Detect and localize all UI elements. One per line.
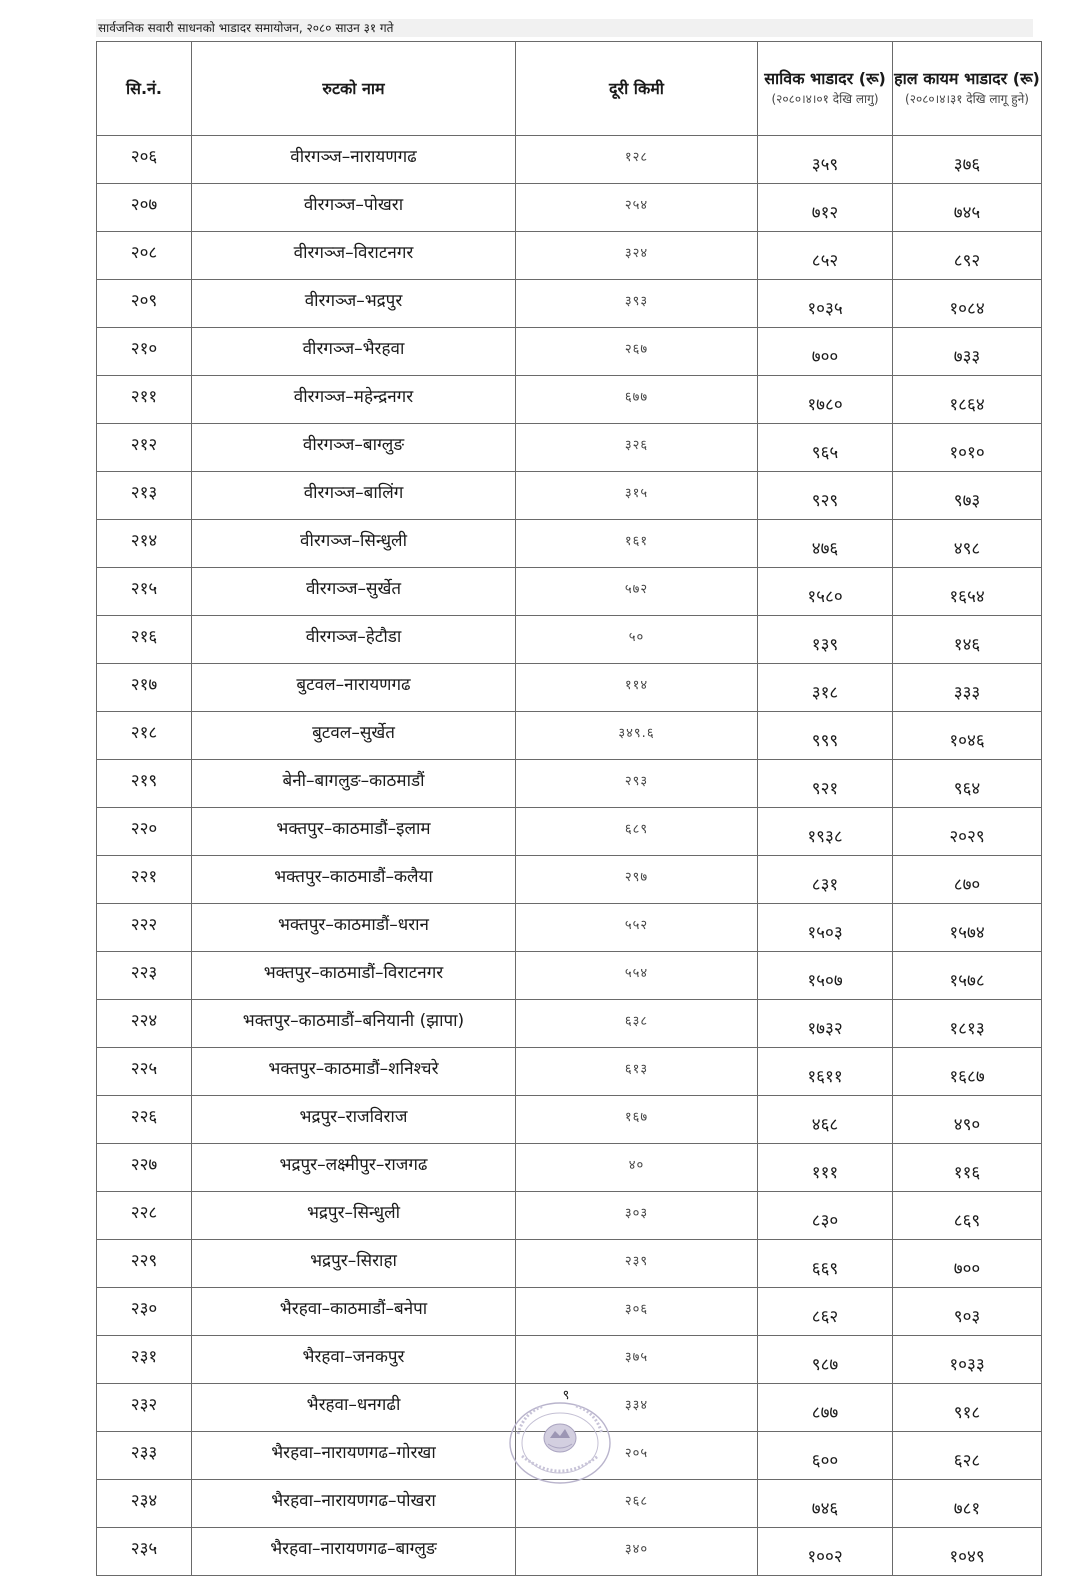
- table-row: [97, 1288, 1042, 1336]
- cell-route: बुटवल–सुर्खेत: [192, 712, 516, 760]
- cell-old-fare: १११: [758, 1144, 893, 1192]
- cell-old-fare: ४७६: [758, 520, 893, 568]
- page-number: ९: [562, 1388, 570, 1403]
- cell-sn: २२१: [97, 856, 192, 904]
- cell-route: भैरहवा–नारायणगढ–पोखरा: [192, 1480, 516, 1528]
- table-row: [97, 136, 1042, 184]
- cell-old-fare: १७८०: [758, 376, 893, 424]
- cell-distance: ४०: [516, 1144, 758, 1192]
- cell-distance: ३०३: [516, 1192, 758, 1240]
- cell-route: वीरगञ्ज–बाग्लुङ: [192, 424, 516, 472]
- cell-current-fare: १०४९: [893, 1528, 1042, 1576]
- cell-sn: २३५: [97, 1528, 192, 1576]
- current-fare-title: हाल कायम भाडादर (रू): [894, 69, 1040, 88]
- cell-sn: २३४: [97, 1480, 192, 1528]
- cell-distance: ५७२: [516, 568, 758, 616]
- cell-route: वीरगञ्ज–बालिंग: [192, 472, 516, 520]
- fare-table: [96, 41, 1042, 1576]
- cell-distance: १६१: [516, 520, 758, 568]
- cell-old-fare: ८३०: [758, 1192, 893, 1240]
- cell-distance: २०५: [516, 1432, 758, 1480]
- cell-distance: ५५२: [516, 904, 758, 952]
- cell-route: वीरगञ्ज–नारायणगढ: [192, 136, 516, 184]
- cell-distance: २९३: [516, 760, 758, 808]
- cell-route: भद्रपुर–सिन्धुली: [192, 1192, 516, 1240]
- old-fare-title: साविक भाडादर (रू): [764, 69, 886, 88]
- cell-old-fare: ४६८: [758, 1096, 893, 1144]
- cell-sn: २२०: [97, 808, 192, 856]
- table-row: [97, 1048, 1042, 1096]
- table-row: [97, 1240, 1042, 1288]
- cell-distance: २६८: [516, 1480, 758, 1528]
- cell-current-fare: १०३३: [893, 1336, 1042, 1384]
- cell-old-fare: ९९९: [758, 712, 893, 760]
- col-header-sn: सि.नं.: [97, 42, 192, 136]
- cell-current-fare: ७८१: [893, 1480, 1042, 1528]
- cell-current-fare: ३७६: [893, 136, 1042, 184]
- cell-sn: २१९: [97, 760, 192, 808]
- cell-old-fare: १७३२: [758, 1000, 893, 1048]
- cell-sn: २२८: [97, 1192, 192, 1240]
- cell-sn: २१२: [97, 424, 192, 472]
- cell-distance: २६७: [516, 328, 758, 376]
- cell-current-fare: १८१३: [893, 1000, 1042, 1048]
- cell-route: भद्रपुर–लक्ष्मीपुर–राजगढ: [192, 1144, 516, 1192]
- table-row: [97, 472, 1042, 520]
- cell-old-fare: ७१२: [758, 184, 893, 232]
- cell-old-fare: ८३१: [758, 856, 893, 904]
- cell-sn: २३२: [97, 1384, 192, 1432]
- cell-current-fare: १०४६: [893, 712, 1042, 760]
- cell-route: भैरहवा–काठमाडौं–बनेपा: [192, 1288, 516, 1336]
- cell-distance: ३७५: [516, 1336, 758, 1384]
- cell-current-fare: ६२८: [893, 1432, 1042, 1480]
- cell-route: वीरगञ्ज–सुर्खेत: [192, 568, 516, 616]
- table-row: [97, 760, 1042, 808]
- cell-route: वीरगञ्ज–विराटनगर: [192, 232, 516, 280]
- cell-sn: २२३: [97, 952, 192, 1000]
- cell-sn: २०८: [97, 232, 192, 280]
- cell-old-fare: ९२१: [758, 760, 893, 808]
- cell-old-fare: १००२: [758, 1528, 893, 1576]
- cell-sn: २२९: [97, 1240, 192, 1288]
- table-row: [97, 904, 1042, 952]
- table-row: [97, 856, 1042, 904]
- cell-current-fare: २०२९: [893, 808, 1042, 856]
- cell-distance: ६७७: [516, 376, 758, 424]
- cell-current-fare: ८६९: [893, 1192, 1042, 1240]
- cell-current-fare: ९१८: [893, 1384, 1042, 1432]
- cell-sn: २१३: [97, 472, 192, 520]
- cell-old-fare: ६६९: [758, 1240, 893, 1288]
- cell-current-fare: १०१०: [893, 424, 1042, 472]
- cell-route: वीरगञ्ज–भैरहवा: [192, 328, 516, 376]
- cell-current-fare: ७३३: [893, 328, 1042, 376]
- cell-current-fare: १०८४: [893, 280, 1042, 328]
- cell-current-fare: ८९२: [893, 232, 1042, 280]
- cell-distance: ५०: [516, 616, 758, 664]
- cell-old-fare: ३१८: [758, 664, 893, 712]
- cell-sn: २३०: [97, 1288, 192, 1336]
- cell-route: भद्रपुर–राजविराज: [192, 1096, 516, 1144]
- cell-distance: ३२६: [516, 424, 758, 472]
- cell-sn: २०७: [97, 184, 192, 232]
- cell-current-fare: ९०३: [893, 1288, 1042, 1336]
- cell-sn: २३३: [97, 1432, 192, 1480]
- cell-current-fare: ८७०: [893, 856, 1042, 904]
- cell-sn: २२४: [97, 1000, 192, 1048]
- cell-distance: ३४०: [516, 1528, 758, 1576]
- table-row: [97, 712, 1042, 760]
- table-row: [97, 568, 1042, 616]
- cell-current-fare: १६८७: [893, 1048, 1042, 1096]
- cell-route: भक्तपुर–काठमाडौं–इलाम: [192, 808, 516, 856]
- col-header-current-fare: [893, 42, 1042, 136]
- cell-route: वीरगञ्ज–महेन्द्रनगर: [192, 376, 516, 424]
- table-row: [97, 808, 1042, 856]
- document-header: सार्वजनिक सवारी साधनको भाडादर समायोजन, २०८० साउन ३१ गते: [96, 19, 1033, 37]
- cell-distance: ६३८: [516, 1000, 758, 1048]
- cell-distance: ३४९.६: [516, 712, 758, 760]
- cell-route: भैरहवा–नारायणगढ–बाग्लुङ: [192, 1528, 516, 1576]
- cell-route: भद्रपुर–सिराहा: [192, 1240, 516, 1288]
- table-row: [97, 1096, 1042, 1144]
- table-body: [97, 136, 1042, 1576]
- cell-old-fare: १५०७: [758, 952, 893, 1000]
- cell-sn: २०६: [97, 136, 192, 184]
- cell-old-fare: १६११: [758, 1048, 893, 1096]
- table-row: [97, 328, 1042, 376]
- cell-current-fare: १८६४: [893, 376, 1042, 424]
- cell-route: बुटवल–नारायणगढ: [192, 664, 516, 712]
- cell-sn: २२५: [97, 1048, 192, 1096]
- cell-distance: २५४: [516, 184, 758, 232]
- cell-current-fare: ७००: [893, 1240, 1042, 1288]
- cell-sn: २३१: [97, 1336, 192, 1384]
- cell-current-fare: ७४५: [893, 184, 1042, 232]
- cell-route: भैरहवा–धनगढी: [192, 1384, 516, 1432]
- cell-distance: ६८९: [516, 808, 758, 856]
- cell-distance: ३२४: [516, 232, 758, 280]
- cell-route: वीरगञ्ज–हेटौडा: [192, 616, 516, 664]
- cell-old-fare: ८५२: [758, 232, 893, 280]
- cell-distance: ६१३: [516, 1048, 758, 1096]
- cell-sn: २१७: [97, 664, 192, 712]
- cell-distance: २९७: [516, 856, 758, 904]
- cell-current-fare: ९७३: [893, 472, 1042, 520]
- cell-sn: २१६: [97, 616, 192, 664]
- cell-current-fare: १४६: [893, 616, 1042, 664]
- cell-sn: २१०: [97, 328, 192, 376]
- cell-sn: २२६: [97, 1096, 192, 1144]
- cell-sn: २२२: [97, 904, 192, 952]
- cell-sn: २११: [97, 376, 192, 424]
- table-row: [97, 952, 1042, 1000]
- cell-sn: २०९: [97, 280, 192, 328]
- old-fare-subtitle: (२०८०।४।०१ देखि लागु): [771, 92, 879, 106]
- cell-old-fare: ९२९: [758, 472, 893, 520]
- cell-distance: ११४: [516, 664, 758, 712]
- cell-distance: १६७: [516, 1096, 758, 1144]
- cell-old-fare: १९३८: [758, 808, 893, 856]
- cell-old-fare: ७००: [758, 328, 893, 376]
- cell-distance: ३१५: [516, 472, 758, 520]
- cell-current-fare: ४९८: [893, 520, 1042, 568]
- cell-sn: २१४: [97, 520, 192, 568]
- cell-current-fare: ९६४: [893, 760, 1042, 808]
- table-row: [97, 280, 1042, 328]
- table-row: [97, 616, 1042, 664]
- cell-route: वीरगञ्ज–सिन्धुली: [192, 520, 516, 568]
- cell-distance: ३०६: [516, 1288, 758, 1336]
- cell-old-fare: १५८०: [758, 568, 893, 616]
- table-row: [97, 520, 1042, 568]
- table-row: [97, 1192, 1042, 1240]
- cell-old-fare: १३९: [758, 616, 893, 664]
- cell-distance: १२८: [516, 136, 758, 184]
- cell-current-fare: १५७४: [893, 904, 1042, 952]
- table-row: [97, 664, 1042, 712]
- cell-current-fare: ११६: [893, 1144, 1042, 1192]
- cell-sn: २१८: [97, 712, 192, 760]
- cell-route: भक्तपुर–काठमाडौं–धरान: [192, 904, 516, 952]
- cell-route: भैरहवा–नारायणगढ–गोरखा: [192, 1432, 516, 1480]
- cell-old-fare: ३५९: [758, 136, 893, 184]
- cell-distance: ३९३: [516, 280, 758, 328]
- cell-route: बेनी–बागलुङ–काठमाडौं: [192, 760, 516, 808]
- table-row: [97, 1336, 1042, 1384]
- cell-current-fare: ३३३: [893, 664, 1042, 712]
- cell-route: भक्तपुर–काठमाडौं–शनिश्चरे: [192, 1048, 516, 1096]
- cell-old-fare: ८७७: [758, 1384, 893, 1432]
- table-row: [97, 424, 1042, 472]
- col-header-distance: दूरी किमी: [516, 42, 758, 136]
- table-row: [97, 184, 1042, 232]
- table-row: [97, 1000, 1042, 1048]
- cell-route: भैरहवा–जनकपुर: [192, 1336, 516, 1384]
- cell-distance: ३३४: [516, 1384, 758, 1432]
- table-row: [97, 376, 1042, 424]
- cell-old-fare: ६००: [758, 1432, 893, 1480]
- cell-old-fare: ८६२: [758, 1288, 893, 1336]
- cell-sn: २२७: [97, 1144, 192, 1192]
- col-header-route: रुटको नाम: [192, 42, 516, 136]
- cell-old-fare: १५०३: [758, 904, 893, 952]
- cell-old-fare: ७४६: [758, 1480, 893, 1528]
- table-header: [97, 42, 1042, 136]
- cell-sn: २१५: [97, 568, 192, 616]
- header-row: [97, 42, 1042, 136]
- office-seal-icon: [504, 1398, 616, 1488]
- cell-distance: ५५४: [516, 952, 758, 1000]
- cell-current-fare: ४९०: [893, 1096, 1042, 1144]
- cell-route: भक्तपुर–काठमाडौं–कलैया: [192, 856, 516, 904]
- cell-old-fare: ९८७: [758, 1336, 893, 1384]
- cell-distance: २३९: [516, 1240, 758, 1288]
- cell-current-fare: १६५४: [893, 568, 1042, 616]
- table-row: [97, 232, 1042, 280]
- cell-route: वीरगञ्ज–भद्रपुर: [192, 280, 516, 328]
- table-row: [97, 1528, 1042, 1576]
- cell-old-fare: ९६५: [758, 424, 893, 472]
- table-row: [97, 1144, 1042, 1192]
- col-header-old-fare: [758, 42, 893, 136]
- cell-route: भक्तपुर–काठमाडौं–बनियानी (झापा): [192, 1000, 516, 1048]
- cell-old-fare: १०३५: [758, 280, 893, 328]
- cell-current-fare: १५७८: [893, 952, 1042, 1000]
- current-fare-subtitle: (२०८०।४।३१ देखि लागू हुने): [905, 92, 1029, 106]
- cell-route: भक्तपुर–काठमाडौं–विराटनगर: [192, 952, 516, 1000]
- cell-route: वीरगञ्ज–पोखरा: [192, 184, 516, 232]
